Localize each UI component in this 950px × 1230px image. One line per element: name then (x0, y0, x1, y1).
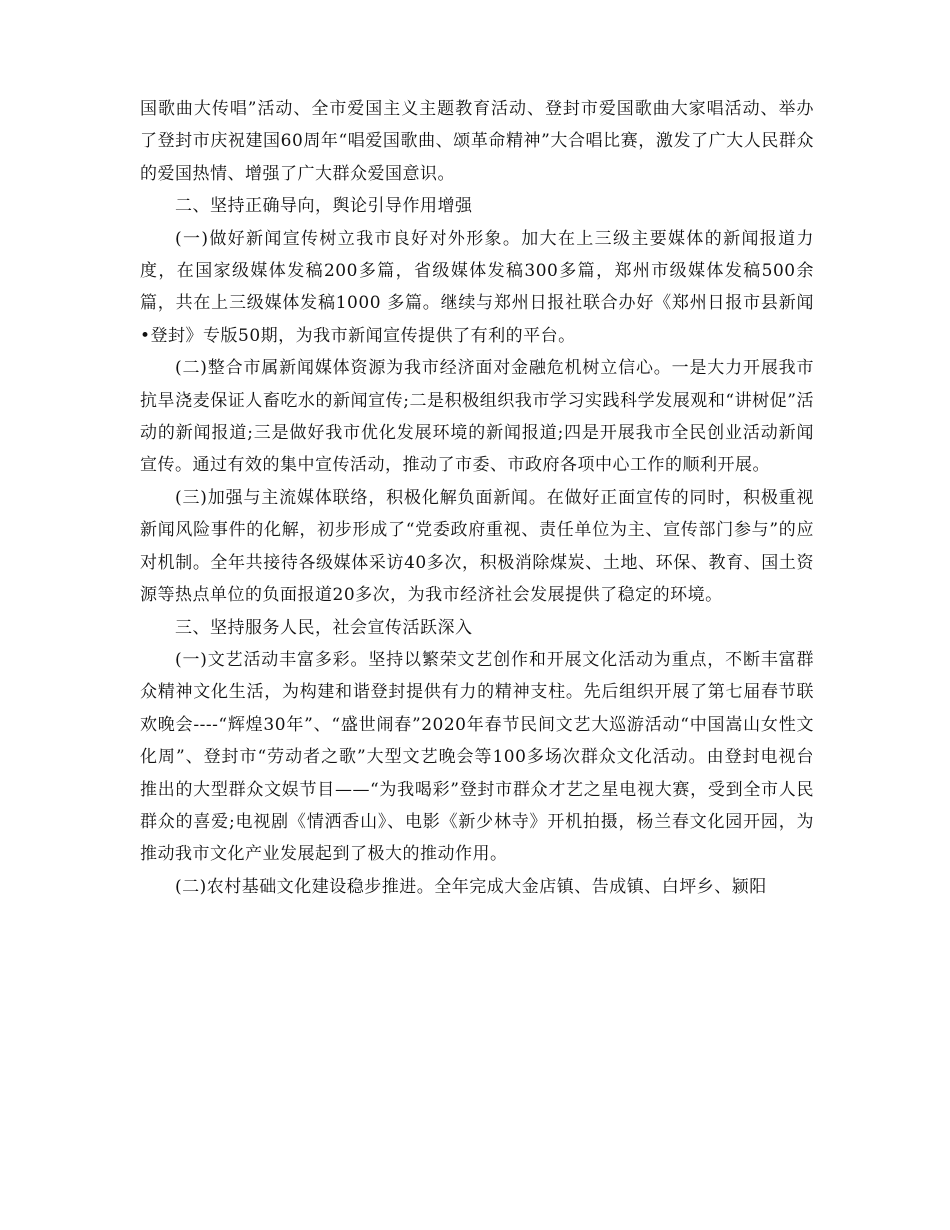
paragraph-news-image: (一)做好新闻宣传树立我市良好对外形象。加大在上三级主要媒体的新闻报道力度，在国家级媒体发稿200多篇，省级媒体发稿300多篇，郑州市级媒体发稿500余篇，共在上三级媒体发稿1000 多篇。继续与郑州日报社联合办好《郑州日报市县新闻•登封》专版50期，为我市新闻宣传提供了有利的平台。 (140, 228, 814, 346)
paragraph-negative-news: (三)加强与主流媒体联络，积极化解负面新闻。在做好正面宣传的同时，积极重视新闻风险事件的化解，初步形成了“党委政府重视、责任单位为主、宣传部门参与”的应对机制。全年共接待各级媒体采访40多次，积极消除煤炭、土地、环保、教育、国土资源等热点单位的负面报道20多次，为我市经济社会发展提供了稳定的环境。 (140, 487, 814, 606)
paragraph-rural-culture: (二)农村基础文化建设稳步推进。全年完成大金店镇、告成镇、白坪乡、颍阳 (175, 876, 767, 897)
section-heading-3: 三、坚持服务人民，社会宣传活跃深入 (175, 617, 473, 638)
document-body (140, 93, 814, 903)
paragraph-media-resources: (二)整合市属新闻媒体资源为我市经济面对金融危机树立信心。一是大力开展我市抗旱浇麦保证人畜吃水的新闻宣传;二是积极组织我市学习实践科学发展观和“讲树促”活动的新闻报道;三是做好我市优化发展环境的新闻报道;四是开展我市全民创业活动新闻宣传。通过有效的集中宣传活动，推动了市委、市政府各项中心工作的顺利开展。 (140, 358, 814, 476)
section-heading-2: 二、坚持正确导向，舆论引导作用增强 (175, 196, 473, 217)
paragraph-cultural-activities: (一)文艺活动丰富多彩。坚持以繁荣文艺创作和开展文化活动为重点，不断丰富群众精神文化生活，为构建和谐登封提供有力的精神支柱。先后组织开展了第七届春节联欢晚会----“辉煌30年”、“盛世闹春”2020年春节民间文艺大巡游活动“中国嵩山女性文化周”、登封市“劳动者之歌”大型文艺晚会等100多场次群众文化活动。由登封电视台推出的大型群众文娱节目——“为我喝彩”登封市群众才艺之星电视大赛，受到全市人民群众的喜爱;电视剧《情洒香山》、电影《新少林寺》开机拍摄，杨兰春文化园开园，为推动我市文化产业发展起到了极大的推动作用。 (140, 649, 814, 865)
paragraph-continuation: 国歌曲大传唱”活动、全市爱国主义主题教育活动、登封市爱国歌曲大家唱活动、举办了登封市庆祝建国60周年“唱爱国歌曲、颂革命精神”大合唱比赛，激发了广大人民群众的爱国热情、增强了广大群众爱国意识。 (140, 99, 814, 184)
